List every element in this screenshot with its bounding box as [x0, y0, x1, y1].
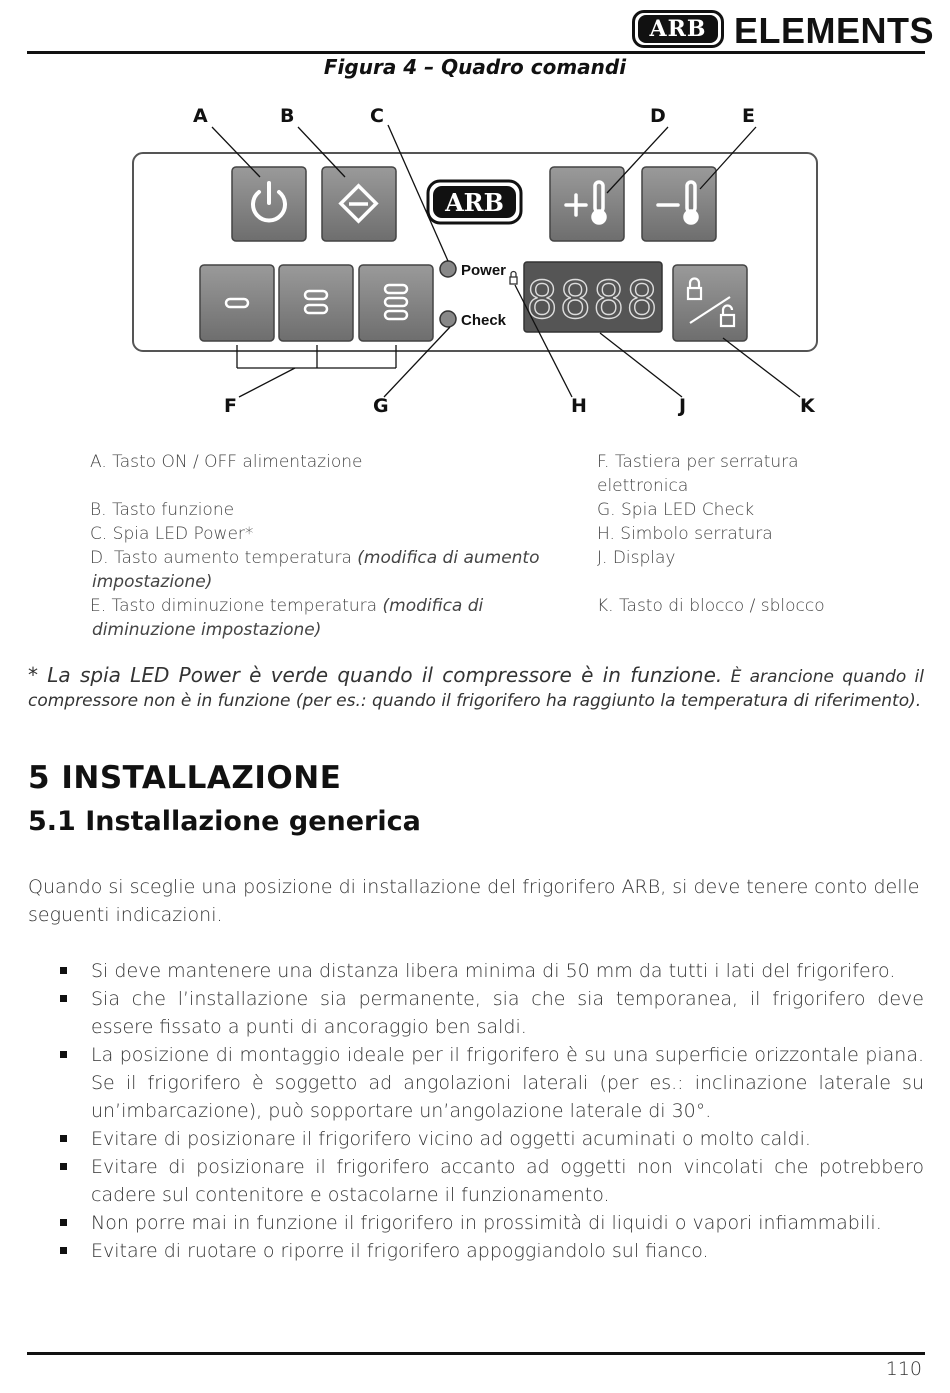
page-number: 110 [885, 1358, 922, 1380]
display-digits: 8888 [526, 271, 660, 331]
check-led [440, 311, 456, 327]
list-item: Evitare di posizionare il frigorifero vicino ad oggetti acuminati o molto caldi. [60, 1125, 924, 1153]
bullet-square-icon [60, 1051, 67, 1058]
legend-f2: elettronica [597, 476, 689, 496]
subsection-heading: 5.1 Installazione generica [28, 806, 421, 837]
bullet-square-icon [60, 995, 67, 1002]
temp-up-button [550, 167, 624, 241]
header-rule [27, 51, 925, 54]
legend-d-cont: impostazione) [92, 572, 213, 592]
legend-d-text: D. Tasto aumento temperatura [90, 548, 358, 568]
legend-c: C. Spia LED Power* [90, 524, 254, 544]
label-d: D [650, 105, 666, 127]
section-heading: 5 INSTALLAZIONE [28, 760, 342, 796]
label-a: A [193, 105, 208, 127]
bullet-square-icon [60, 967, 67, 974]
label-e: E [742, 105, 755, 127]
label-k: K [800, 395, 815, 417]
arb-logo [632, 10, 724, 48]
legend-d-italic: (modifica di aumento [357, 548, 540, 568]
list-item: Evitare di ruotare o riporre il frigorifero appoggiandolo sul fianco. [60, 1237, 924, 1265]
label-j: J [679, 395, 687, 417]
power-led [440, 261, 456, 277]
led-note-part1: * La spia LED Power è verde quando il compressore è in funzione. [28, 663, 723, 687]
legend-h: H. Simbolo serratura [597, 524, 773, 544]
bullet-list [60, 957, 924, 1265]
legend-e-cont: diminuzione impostazione) [92, 620, 322, 640]
legend-e [90, 594, 483, 618]
control-panel-figure [0, 95, 950, 425]
footer-rule [27, 1352, 925, 1355]
legend-b: B. Tasto funzione [90, 500, 235, 520]
legend-d [90, 546, 540, 570]
legend-j: J. Display [597, 548, 676, 568]
bullet-square-icon [60, 1219, 67, 1226]
list-item: Non porre mai in funzione il frigorifero in prossimità di liquidi o vapori infiammabili. [60, 1209, 924, 1237]
list-item: Si deve mantenere una distanza libera minima di 50 mm da tutti i lati del frigorifero. [60, 957, 924, 985]
list-item: Evitare di posizionare il frigorifero accanto ad oggetti non vincolati che potrebbero cadere sul contenitore e ostacolarne il funzionamento. [60, 1153, 924, 1209]
power-button [232, 167, 306, 241]
label-g: G [373, 395, 389, 417]
label-f: F [224, 395, 237, 417]
arb-logo-text: ARB [638, 15, 718, 43]
list-item: Sia che l’installazione sia permanente, sia che sia temporanea, il frigorifero deve essere fissato a punti di ancoraggio ben saldi. [60, 985, 924, 1041]
intro-paragraph: Quando si sceglie una posizione di installazione del frigorifero ARB, si deve tenere conto delle seguenti indicazioni. [28, 876, 920, 926]
bullet-square-icon [60, 1135, 67, 1142]
function-button [322, 167, 396, 241]
legend-f1: F. Tastiera per serratura [597, 452, 799, 472]
label-c: C [370, 105, 384, 127]
brand-title: ELEMENTS [734, 10, 935, 51]
figure-caption: Figura 4 – Quadro comandi [323, 55, 627, 79]
legend-k: K. Tasto di blocco / sblocco [597, 596, 825, 616]
keypad-button-1 [200, 265, 274, 341]
temp-down-button [642, 167, 716, 241]
bullet-square-icon [60, 1247, 67, 1254]
label-h: H [571, 395, 587, 417]
keypad-button-2 [279, 265, 353, 341]
lock-unlock-button [673, 265, 747, 341]
panel-arb-logo [428, 181, 521, 223]
keypad-button-3 [359, 265, 433, 341]
check-led-label: Check [461, 312, 507, 329]
legend-e-italic: (modifica di [382, 596, 484, 616]
list-item: La posizione di montaggio ideale per il frigorifero è su una superficie orizzontale piana. Se il frigorifero è soggetto ad angolazioni laterali (per es.: inclinazione laterale su un’imbarcazione), può sopportare un’angolazione laterale di 30°. [60, 1041, 924, 1125]
panel-arb-logo-text: ARB [445, 188, 504, 217]
led-note [28, 663, 924, 713]
bullet-square-icon [60, 1163, 67, 1170]
legend-g: G. Spia LED Check [597, 500, 755, 520]
label-b: B [280, 105, 295, 127]
power-led-label: Power [461, 262, 507, 279]
legend-a: A. Tasto ON / OFF alimentazione [90, 452, 363, 472]
led-note-part2: È arancione quando il compressore non è in funzione (per es.: quando il frigorifero ha raggiunto la temperatura di riferimento). [28, 667, 924, 711]
legend-e-text: E. Tasto diminuzione temperatura [90, 596, 383, 616]
